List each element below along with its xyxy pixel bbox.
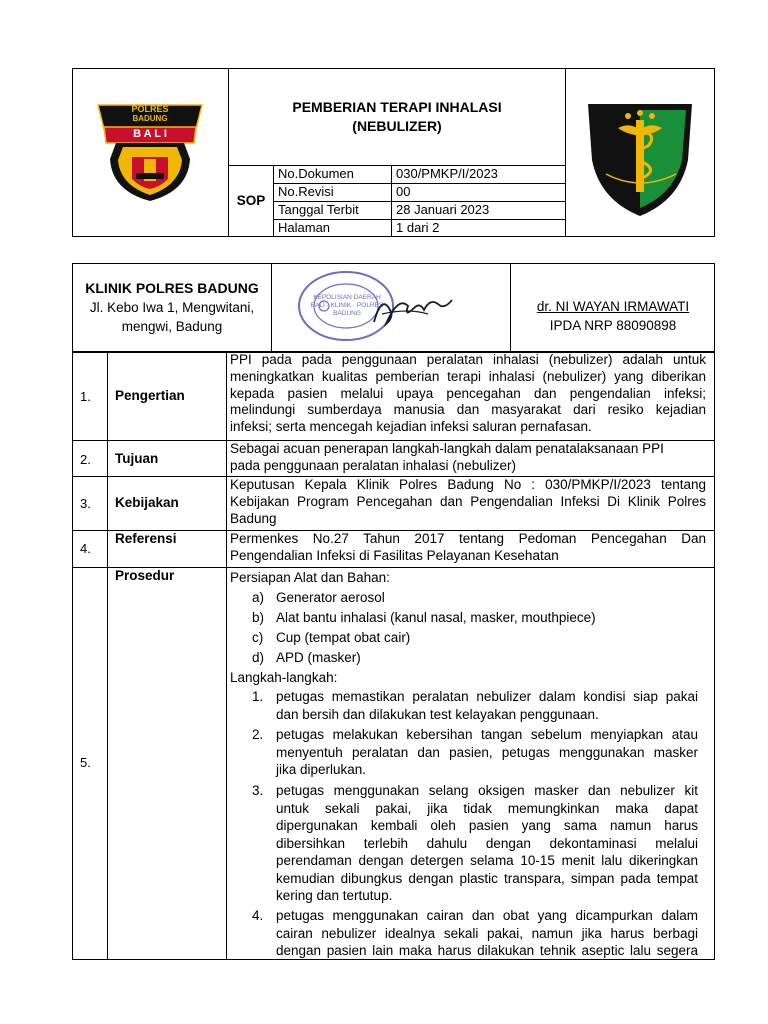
section-label-pengertian: Pengertian [115, 388, 185, 403]
section-number: 5. [80, 755, 91, 770]
list-text: Cup (tempat obat cair) [276, 630, 411, 645]
step-line: petugas menggunakan cairan dan obat yang dicampurkan dalam [276, 908, 698, 923]
section-label-prosedur: Prosedur [115, 568, 175, 583]
step-item [252, 688, 698, 724]
content-line: Permenkes No.27 Tahun 2017 tentang Pedoman Pencegahan Dan [230, 531, 706, 546]
step-line: dengan pasien lain maka harus dilakukan tehnik aseptic lalu segera [276, 943, 698, 958]
clinic-divider-1 [271, 263, 272, 352]
step-line: petugas menggunakan selang oksigen masker dan nebulizer kit [276, 783, 698, 798]
polres-badung-logo [90, 95, 210, 205]
section-content-referensi [230, 531, 706, 565]
step-line: jika diperlukan. [276, 762, 367, 777]
meta-value-no-dokumen: 030/PMKP/I/2023 [396, 166, 498, 181]
list-item [252, 609, 692, 627]
step-line: petugas memastikan peralatan nebulizer dalam kondisi siap pakai [276, 689, 698, 704]
content-line: pada penggunaan peralatan inhalasi (nebulizer) [230, 457, 516, 473]
clinic-address-line-1: Jl. Kebo Iwa 1, Mengwitani, [89, 300, 255, 315]
doctor-rank: IPDA NRP 88090898 [549, 318, 677, 333]
content-line: kepada pasien melalui upaya pencegahan dan pengendalian infeksi; [230, 385, 706, 401]
content-line: Pengendalian Infeksi di Fasilitas Pelayanan Kesehatan [230, 547, 559, 563]
section-content-prosedur [230, 569, 710, 959]
meta-key-tanggal-terbit: Tanggal Terbit [278, 202, 359, 217]
step-line: menyentuh peralatan dan pasien, petugas menggunakan masker [276, 744, 698, 760]
title-line-1: PEMBERIAN TERAPI INHALASI [292, 99, 502, 115]
step-line: kering dan tertutup. [276, 888, 393, 903]
section-content-pengertian [230, 352, 706, 436]
step-item [252, 726, 698, 780]
clinic-address-line-2: mengwi, Badung [121, 319, 223, 334]
step-line: untuk sekali pakai, jika tidak memungkinkan maka dapat [276, 800, 698, 816]
stamp-text: KEPOLISIAN DAERAH BALI · KLINIK · POLRES BADUNG [310, 294, 384, 317]
meta-key-no-revisi: No.Revisi [278, 184, 334, 199]
clinic-address [73, 298, 271, 336]
step-item [252, 907, 698, 961]
content-line: infeksi; serta mencegah kejadian infeksi saluran pernafasan. [230, 419, 592, 435]
list-text: Alat bantu inhalasi (kanul nasal, masker, mouthpiece) [276, 610, 596, 625]
list-item [252, 649, 692, 667]
content-line: melindungi sumberdaya manusia dan masyarakat dari resiko kejadian [230, 402, 706, 418]
header-divider-left [228, 68, 229, 237]
step-line: dan bersih dan dilakukan test kelayakan penggunaan. [276, 706, 599, 722]
section-number: 1. [80, 389, 91, 404]
step-line: cairan nebulizer idealnya sekali pakai, namun jika harus berbagi [276, 925, 698, 941]
list-marker: d) [252, 650, 265, 665]
logo-text-top: POLRES [131, 104, 169, 114]
step-text [276, 726, 698, 779]
section-label-tujuan: Tujuan [115, 451, 159, 466]
list-item [252, 629, 692, 647]
content-line: Sebagai acuan penerapan langkah-langkah dalam penatalaksanaan PPI [230, 441, 664, 456]
step-line: dipergunakan kembali oleh pasien yang sama namun harus [276, 818, 698, 833]
step-line: kemudian dibungkus dengan plastic transpara, simpan pada tempat [276, 870, 698, 886]
step-text [276, 907, 698, 960]
section-number: 2. [80, 452, 91, 467]
doctor-block [511, 297, 715, 335]
step-marker: 1. [252, 689, 264, 704]
document-title [229, 98, 565, 136]
prep-heading: Persiapan Alat dan Bahan: [230, 570, 390, 585]
content-line: Kebijakan Program Pencegahan dan Pengendalian Infeksi Di Klinik Polres [230, 493, 706, 509]
section-number: 4. [80, 541, 91, 556]
medical-shield-logo [584, 100, 696, 218]
list-marker: a) [252, 590, 265, 605]
list-marker: c) [252, 630, 264, 645]
list-item [252, 589, 692, 607]
step-marker: 3. [252, 783, 264, 798]
sop-label: SOP [236, 193, 266, 208]
steps-heading: Langkah-langkah: [230, 670, 338, 685]
content-line: PPI pada pada penggunaan peralatan inhalasi (nebulizer) adalah untuk [230, 352, 706, 367]
sections-divider-label [226, 352, 227, 960]
content-line: meningkatkan kualitas pemberian terapi inhalasi (nebulizer) yang diberikan [230, 368, 706, 384]
list-text: Generator aerosol [276, 590, 385, 605]
step-line: dibersihkan terlebih dahulu dengan dekontaminasi melalui [276, 835, 698, 851]
meta-value-no-revisi: 00 [396, 184, 411, 199]
step-marker: 4. [252, 908, 264, 923]
section-label-referensi: Referensi [115, 531, 177, 546]
step-text [276, 688, 698, 723]
meta-key-halaman: Halaman [278, 220, 331, 235]
section-label-kebijakan: Kebijakan [115, 495, 179, 510]
section-content-kebijakan [230, 477, 706, 527]
meta-value-halaman: 1 dari 2 [396, 220, 440, 235]
step-line: perendaman dengan detergen selama 10-15 menit lalu dikeringkan [276, 853, 698, 868]
step-text [276, 782, 698, 905]
content-line: Keputusan Kepala Klinik Polres Badung No : 030/PMKP/I/2023 tentang [230, 477, 706, 492]
list-marker: b) [252, 610, 265, 625]
logo-text-bottom: B A L I [133, 128, 167, 140]
content-line: Badung [230, 510, 277, 526]
doctor-signature [368, 284, 458, 332]
header-divider-right [565, 68, 566, 237]
doctor-name: dr. NI WAYAN IRMAWATI [536, 299, 690, 314]
clinic-name: KLINIK POLRES BADUNG [85, 280, 259, 296]
section-number: 3. [80, 496, 91, 511]
section-content-tujuan [230, 441, 706, 475]
title-line-2: (NEBULIZER) [352, 118, 442, 134]
sections-divider-num [107, 352, 108, 960]
meta-key-no-dokumen: No.Dokumen [278, 166, 354, 181]
logo-text-middle: BADUNG [132, 114, 168, 123]
step-marker: 2. [252, 727, 264, 742]
step-line: petugas melakukan kebersihan tangan sebelum menyiapkan atau [276, 727, 698, 742]
list-text: APD (masker) [276, 650, 361, 665]
meta-value-tanggal-terbit: 28 Januari 2023 [396, 202, 490, 217]
step-item [252, 782, 698, 906]
